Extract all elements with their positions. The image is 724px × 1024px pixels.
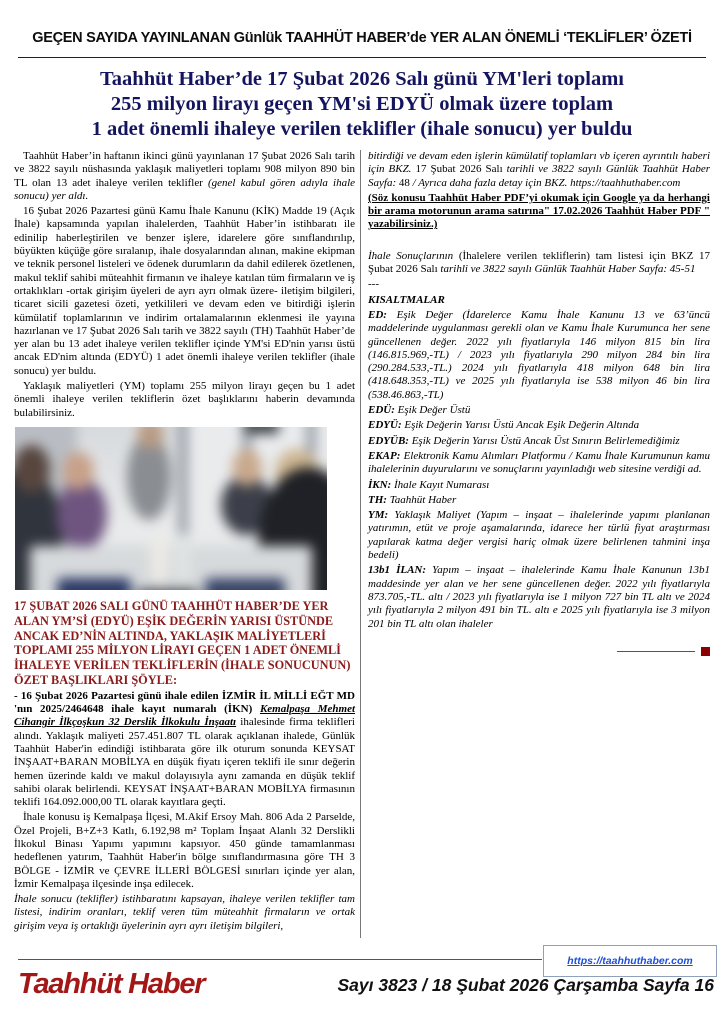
left-column — [14, 150, 355, 935]
footer — [0, 944, 724, 1024]
paragraph — [368, 150, 710, 190]
paragraph — [368, 450, 710, 477]
right-column-paragraphs — [368, 150, 710, 631]
text-run: 17 ŞUBAT 2026 SALI GÜNÜ TAAHHÜT HABER’DE YER ALAN YM’Sİ (EDYÜ) EŞİK DEĞERİN YARISI ÜSTÜNDE ANCAK ED’NİN ALTINDA, YAKLAŞIK MALİYETLERİ TOPLAMI 255 MİLYON LİRAYI GEÇEN 1 ADET ÖNEMLİ İHALEYE VERİLEN TEKLİFLERİN (İHALE SONUCUNUN) ÖZET BAŞLIKLARI ŞÖYLE: — [14, 598, 351, 687]
paragraph — [368, 309, 710, 402]
footer-divider — [18, 959, 542, 960]
title-line-3: 1 adet önemli ihaleye verilen teklifler (ihale sonucu) yer buldu — [91, 118, 633, 140]
paragraph — [14, 150, 355, 203]
blurred-office-meeting-photo — [15, 427, 327, 590]
paragraph — [368, 509, 710, 562]
text-run: 16 Şubat 2026 Pazartesi günü Kamu İhale Kanunu (KİK) Madde 19 (Açık İhale) kapsamında yapılan ihalelerden, Taahhüt Haber’in istihbaratı ile edinilip haberleştirilen ve benzer işlere, idarelere göre sınıflandırılıp, büyükten küçüğe göre sıralanıp, ihale dosyalarından alınan, makine ekipman ve teknik personel listeleri ve ödenek durumların da dahil edilerek özetlenen, makul teklif sahibi müteahhit firmanın ve ihaleye katılan tüm firmaların ve iş ortaklıkları -ortak girişim üyeleri de ayrı ayrı olmak üzere- iletişim bilgileri, ticaret sicili gazetesi özeti, yetkilileri ve devam eden ve bitirdiği işlerin kümülatif toplamlarının ve indirim ortalamalarının eklenmesi ile yayına hazırlanan ve 17 Şubat 2026 Salı tarih ve 3822 sayılı (TH) Taahhüt Haber’de yer alan bu 13 adet ihaleye verilen teklifler içinde YM'si ED'nin yarısı üstü ancak ED'nim altında (EDYÜ) 1 adet önemli ihaleye verilen teklifler (ihale sonucu) yer buldu. — [14, 205, 355, 377]
paragraph — [368, 250, 710, 277]
text-run: Eşik Değer Üstü — [394, 404, 471, 417]
text-run: bitirdiği ve devam eden işlerin kümülatif toplamları vb içeren ayrıntılı haberi için BKZ. — [368, 150, 710, 176]
text-run: 17 Şubat 2026 Salı — [415, 163, 507, 176]
text-run: YM: — [368, 509, 389, 522]
paragraph — [14, 690, 355, 810]
paragraph — [368, 192, 710, 232]
text-run: ihalesinde firma teklifleri alındı. Yaklaşık maliyeti 257.451.807 TL olarak açıklanan ihalede, Günlük Taahhüt Haber'in edindiği istihbarata göre ilk oturum sonunda KEYSAT İNŞAAT+BARAN MOBİLYA en düşük fiyatı içeren teklifi ile sınır değerin hemen üzerinde kaldı ve makul dolayısıyla aynı zamanda en düşük teklif sahibi olarak belirlendi. KEYSAT İNŞAAT+BARAN MOBİLYA firmasının teklifi 164.092.000,00 TL olarak kayıtlara geçti. — [14, 716, 355, 809]
photo-blur-layer — [15, 427, 327, 590]
paragraph — [368, 278, 710, 291]
text-run: EDÜ: — [368, 404, 395, 417]
column-divider — [360, 150, 361, 938]
title-line-2: 255 milyon lirayı geçen YM'si EDYÜ olmak üzere toplam — [110, 93, 614, 115]
text-run: İKN: — [368, 478, 392, 491]
text-run: İhale Sonuçlarının — [368, 249, 459, 262]
top-banner-text: GEÇEN SAYIDA YAYINLANAN Günlük TAAHHÜT HABER’de YER ALAN ÖNEMLİ ‘TEKLİFLER’ ÖZETİ — [32, 30, 692, 46]
paragraph — [14, 205, 355, 378]
text-run: / Ayrıca daha fazla detay için BKZ. https://taahhuthaber.com — [409, 176, 681, 189]
text-run: Yapım – inşaat – ihalelerinde Kamu İhale Kanunun 13b1 maddesinde yer alan ve her sene güncellenen değer. 2022 yılı fiyatlarıyla 873.705,-TL. altı / 2023 yılı fiyatlarıyla ise 1 milyon 727 bin TL altı ve 2024 yılı fiyatlarıyla 2 milyon 491 bin TL. altı e 2025 yılı fiyatlarıyla ise 3 milyon 201 bin TL altı olan ihaleler — [368, 564, 710, 630]
paragraph — [14, 599, 355, 688]
end-mark-square — [701, 647, 710, 656]
left-column-top-paragraphs — [14, 150, 355, 420]
issue-info: Sayı 3823 / 18 Şubat 2026 Çarşamba Sayfa 16 — [337, 975, 714, 995]
paragraph — [368, 494, 710, 507]
paragraph — [368, 564, 710, 630]
text-run: Taahhüt Haber — [386, 493, 457, 506]
end-of-article-mark — [368, 647, 710, 656]
text-run: Yaklaşık maliyetleri (YM) toplamı 255 milyon lirayı geçen bu 1 adet önemli ihaleye verilen tekliflerin özet başlıklarını haberin devamında bulabilirsiniz. — [14, 380, 355, 419]
paragraph — [14, 893, 355, 933]
text-run: 48 — [398, 176, 410, 189]
text-run: Eşik Değerin Yarısı Üstü Ancak Üst Sınırın Belirlemediğimiz — [408, 434, 680, 447]
text-run: ED: — [368, 308, 387, 321]
text-run: 13b1 İLAN: — [368, 564, 427, 577]
text-run: Yaklaşık Maliyet (Yapım – inşaat – ihalelerinde yapımı planlanan yatırımın, etüt ve proje aşamalarında, idarece her türlü fiyat araştırması yapılarak katma değer vergisi hariç olmak üzere belirlenen tahmini inşa bedeli) — [368, 509, 710, 562]
paragraph — [368, 479, 710, 492]
paragraph — [368, 419, 710, 432]
header-divider — [18, 57, 706, 58]
text-run: - 16 Şubat 2026 Pazartesi günü ihale edilen İZMİR İL MİLLİ EĞT MD 'nın 2025/2464648 ihale kayıt numaralı (İKN) — [14, 689, 355, 716]
paragraph — [368, 435, 710, 448]
paragraph — [368, 404, 710, 417]
paragraph — [368, 294, 710, 307]
page-title — [16, 67, 708, 142]
text-run: KISALTMALAR — [368, 293, 445, 306]
text-run: (genel kabul gören adıyla ihale sonucu) yer aldı. — [14, 176, 356, 202]
text-run: (İhalelere verilen tekliflerin) tam listesi için BKZ 17 Şubat 2026 Salı — [368, 249, 710, 276]
text-run: Taahhüt Haber’in haftanın ikinci günü yayınlanan 17 Şubat 2026 Salı tarih ve 3822 sayılı nüshasında yaklaşık maliyetleri toplamı 908 milyon 890 bin TL olan 13 adet ihaleye verilen teklifler — [14, 150, 355, 189]
text-run: İhale Kayıt Numarası — [391, 478, 490, 491]
end-mark-line — [617, 651, 695, 652]
text-run: İhale sonucu (teklifler) istihbaratını kapsayan, ihaleye verilen teklifler tam listesi, indirim oranları, teklif veren tüm müteahhit firmaların ve ortak girişim veya iş ortaklığı üyelerinin ayrı ayrı iletişim bilgileri, — [14, 893, 355, 932]
website-link-box — [543, 945, 717, 977]
text-run: EDYÜ: — [368, 419, 402, 432]
text-run: Kemalpaşa Mehmet Cihangir İlkçoşkun 32 Derslik İlkokulu İnşaatı — [14, 703, 356, 729]
text-run: tarihli ve 3822 sayılı Günlük Taahhüt Haber Sayfa: 45-51 — [440, 263, 696, 276]
text-run: TH: — [368, 493, 387, 506]
text-run: tarihli ve 3822 sayılı Günlük Taahhüt Haber Sayfa: — [368, 163, 710, 189]
right-column — [368, 150, 710, 656]
text-run: İhale konusu iş Kemalpaşa İlçesi, M.Akif Ersoy Mah. 806 Ada 2 Parselde, Özel Projeli, B+Z+3 Katlı, 6.192,98 m² Toplam İnşaat Alanlı 32 Derslikli İlkokul Binası Yapımı yapımını kapsıyor. 450 günde tamamlanması hedeflenen yatırım, Taahhüt Haber'in bölge sınıflandırmasına göre TH 3 BÖLGE - İZMİR ve ÇEVRE İLLERİ BÖLGESİ sınırları içinde yer alan, İzmir Kemalpaşa ilçesinde inşa edilecek. — [14, 811, 355, 890]
text-run: EKAP: — [368, 449, 401, 462]
taahhut-haber-logo: Taahhüt Haber — [18, 968, 205, 1000]
left-column-bottom-paragraphs — [14, 599, 355, 933]
website-link[interactable]: https://taahhuthaber.com — [567, 955, 693, 967]
paragraph — [14, 380, 355, 420]
text-run: (Söz konusu Taahhüt Haber PDF’yi okumak için Google ya da herhangi bir arama motorunun arama satırına" 17.02.2026 Taahhüt Haber PDF " yazabilirsiniz.) — [368, 191, 710, 231]
text-run: Eşik Değerin Yarısı Üstü Ancak Eşik Değerin Altında — [401, 419, 640, 432]
text-run: Eşik Değer (İdarelerce Kamu İhale Kanunu 13 ve 63’üncü maddelerinde uygulanması gerekli olan ve Kamu İhale Kurumunca her sene güncellenen değer. 2022 yılı fiyatlarıyla 146 milyon 815 bin lira (146.815.969,-TL) / 2023 yılı fiyatlarıyla 290 milyon 284 bin lira (290.284.533,-TL.) 2024 yılı fiyatlarıyla 418 milyon 648 bin lira (418.648.353,-TL) ve 2025 yılı fiyatlarıyla ise 538 milyon 46 bin lira (538.46.863,-TL) — [368, 308, 710, 401]
text-run: --- — [368, 278, 379, 291]
paragraph — [14, 811, 355, 891]
text-run: Elektronik Kamu Alımları Platformu / Kamu İhale Kurumunun kamu ihalelerinin duyurularını ve sonuçlarını yayınladığı web sitesine verdiği ad. — [368, 449, 710, 476]
title-line-1: Taahhüt Haber’de 17 Şubat 2026 Salı günü YM'leri toplamı — [100, 68, 624, 90]
text-run: EDYÜB: — [368, 434, 409, 447]
